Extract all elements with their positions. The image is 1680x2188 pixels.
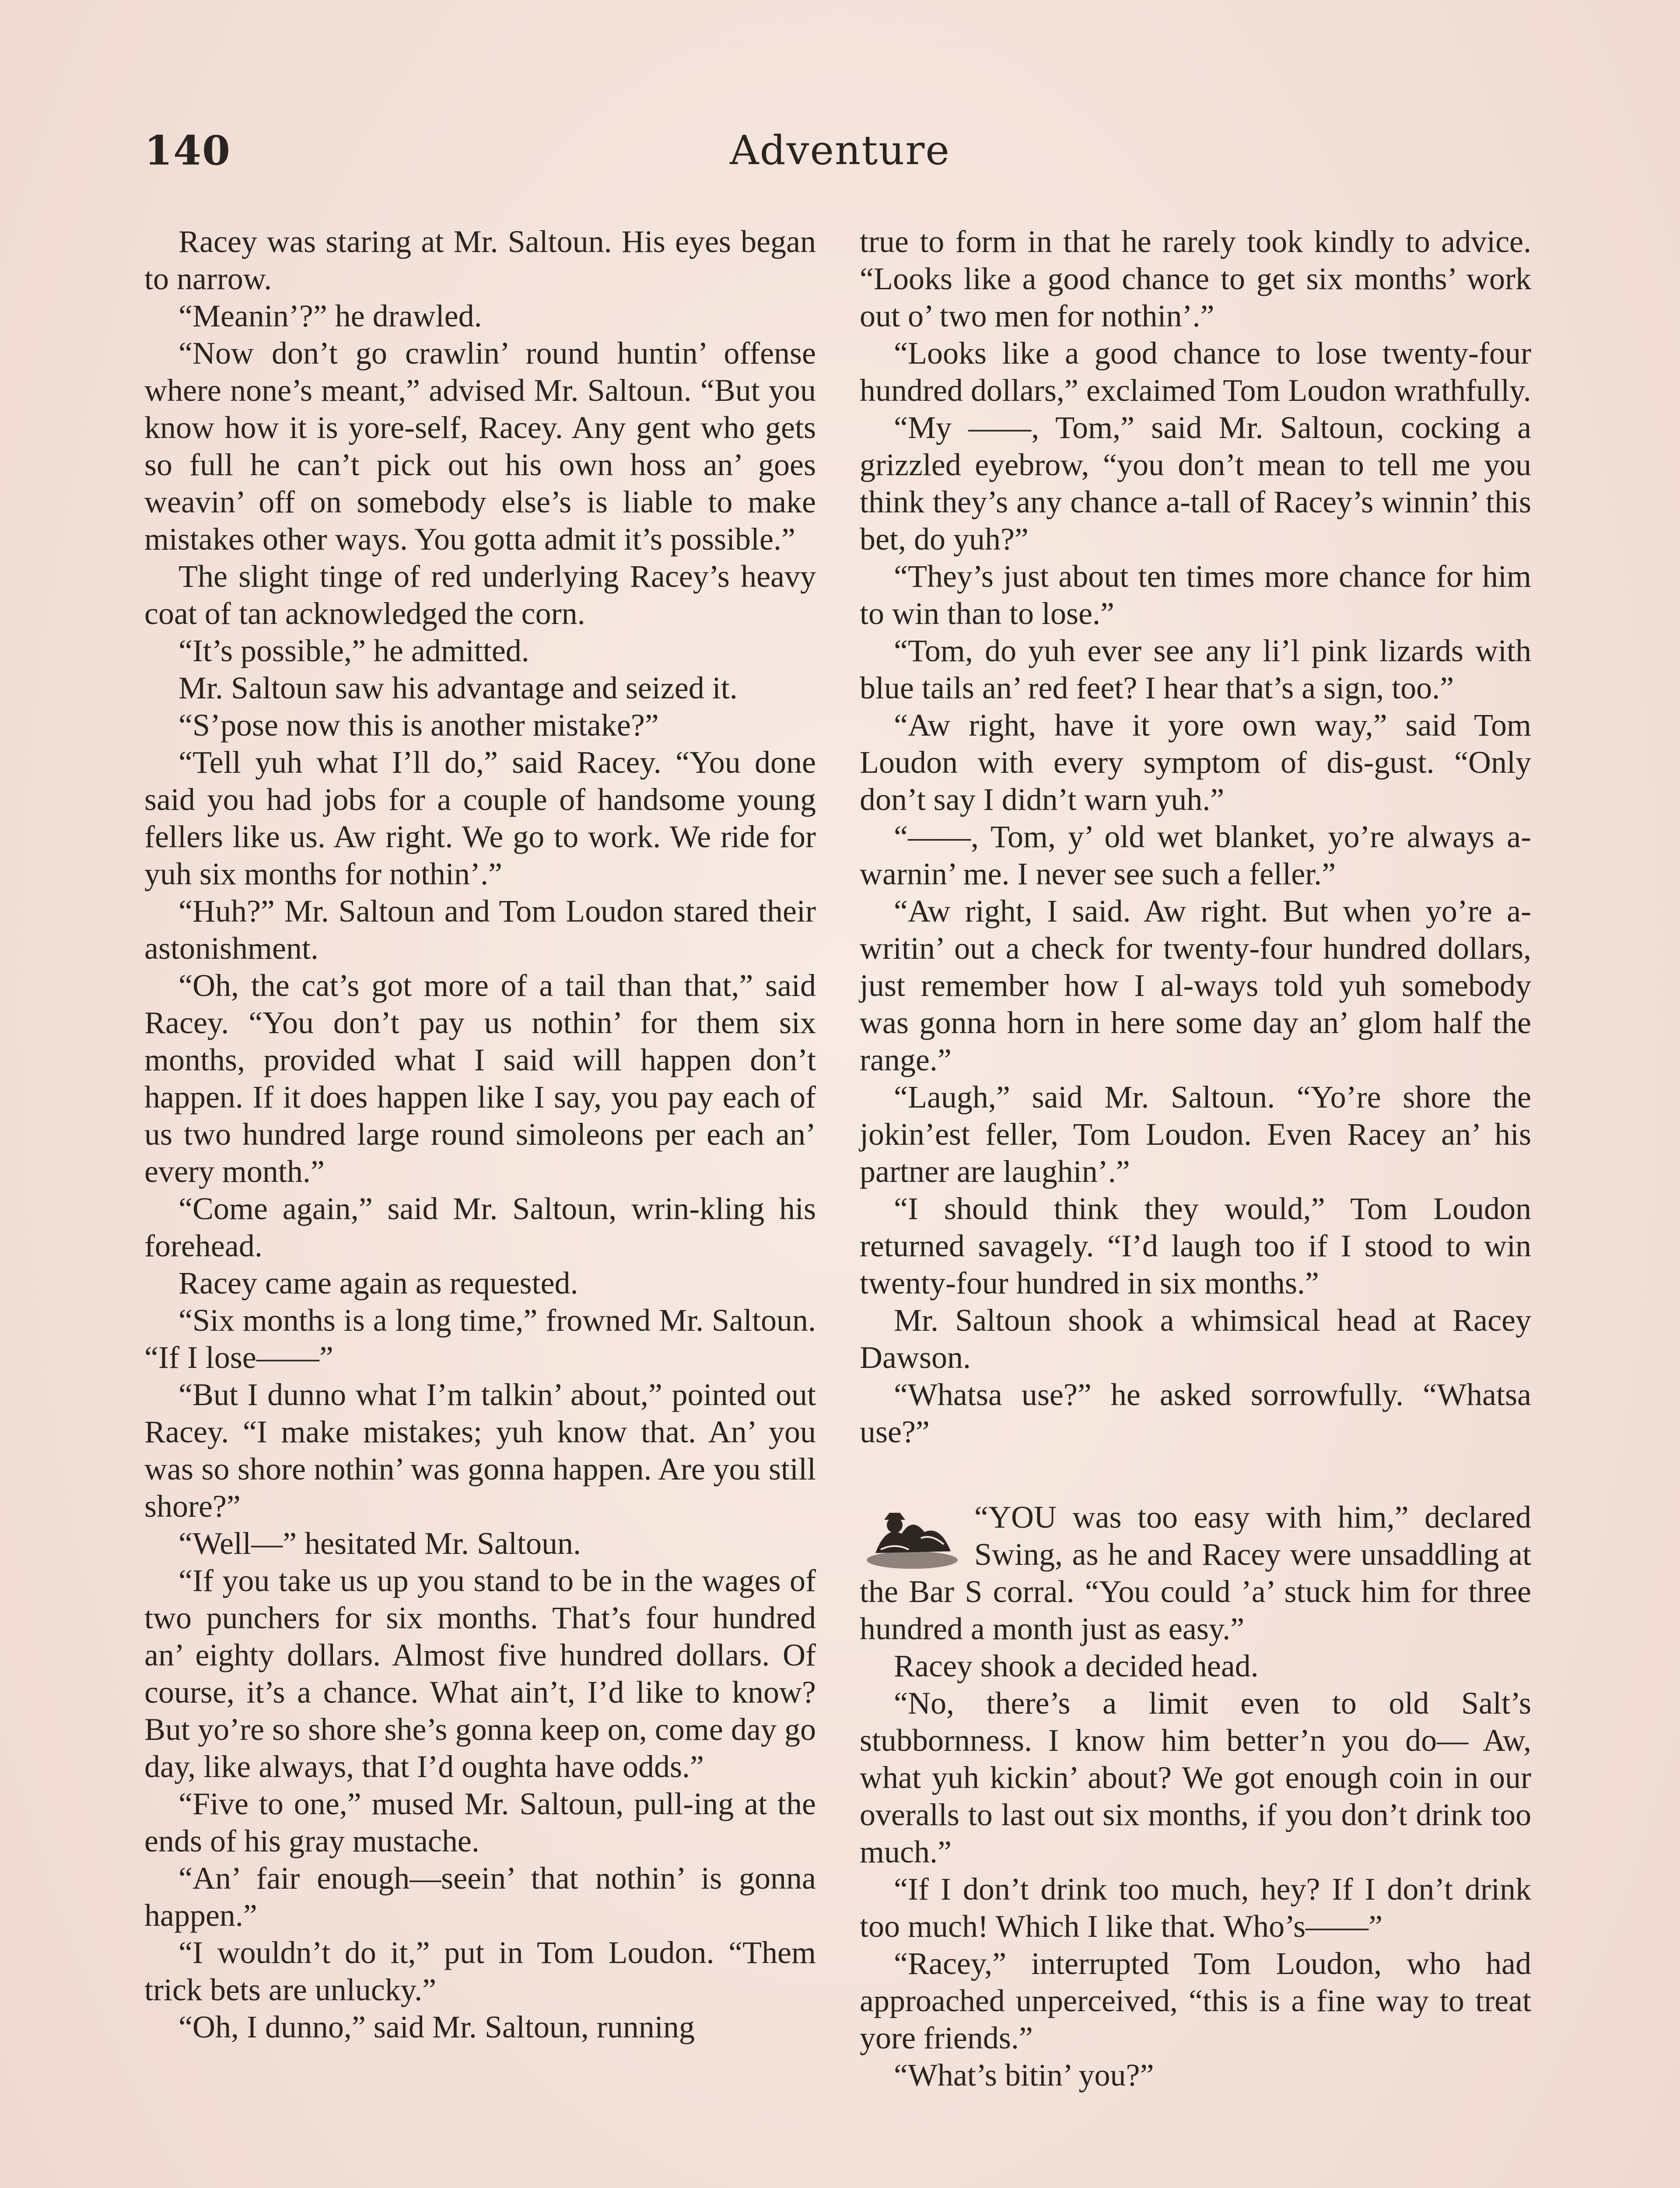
left-column-paragraph <box>144 1785 816 1860</box>
left-column-paragraph <box>144 1190 816 1265</box>
page-number: 140 <box>144 127 231 174</box>
paragraph-text: “If I don’t drink too much, hey? If I don’t drink too much! Which I like that. Who’s——” <box>860 1872 1531 1944</box>
paragraph-text: “——, Tom, y’ old wet blanket, yo’re always a-warnin’ me. I never see such a feller.” <box>860 819 1531 891</box>
left-column-paragraph <box>144 893 816 967</box>
left-column-paragraph <box>144 670 816 707</box>
right-column-paragraph <box>860 1376 1531 1451</box>
right-column-paragraph <box>860 893 1531 1079</box>
left-column-paragraph <box>144 1934 816 2009</box>
paragraph-text: Racey came again as requested. <box>178 1266 578 1301</box>
left-column-paragraph <box>144 632 816 670</box>
paragraph-text: “It’s possible,” he admitted. <box>178 633 529 668</box>
paragraph-text: “An’ fair enough—seein’ that nothin’ is gonna happen.” <box>144 1861 816 1933</box>
text-columns <box>144 223 1536 2188</box>
paragraph-text: Mr. Saltoun shook a whimsical head at Racey Dawson. <box>860 1303 1531 1375</box>
paragraph-text: “Huh?” Mr. Saltoun and Tom Loudon stared their astonishment. <box>144 894 816 966</box>
paragraph-text: Racey shook a decided head. <box>894 1648 1259 1683</box>
paragraph-text: “No, there’s a limit even to old Salt’s stubbornness. I know him better’n you do— Aw, what yuh kickin’ about? We got enough coin in our overalls to last out six months, if you don’t drink too much.” <box>860 1686 1531 1869</box>
paragraph-text: “Oh, I dunno,” said Mr. Saltoun, running <box>178 2009 695 2044</box>
paragraph-text: “Aw right, I said. Aw right. But when yo’re a-writin’ out a check for twenty-four hundred dollars, just remember how I al-ways told yuh somebody was gonna horn in here some day an’ glom half the range.” <box>860 894 1531 1077</box>
paragraph-text: “Come again,” said Mr. Saltoun, wrin-kling his forehead. <box>144 1191 816 1263</box>
right-column-section2-paragraph <box>860 2057 1531 2094</box>
paragraph-text: Racey was staring at Mr. Saltoun. His eyes began to narrow. <box>144 224 816 296</box>
left-column-paragraph <box>144 1860 816 1934</box>
page-header <box>144 127 1536 188</box>
left-column-paragraph <box>144 1302 816 1376</box>
left-column-paragraph <box>144 707 816 744</box>
paragraph-text: “My ——, Tom,” said Mr. Saltoun, cocking a grizzled eyebrow, “you don’t mean to tell me you think they’s any chance a-tall of Racey’s winnin’ this bet, do yuh?” <box>860 410 1531 557</box>
paragraph-text: “Racey,” interrupted Tom Loudon, who had approached unperceived, “this is a fine way to treat yore friends.” <box>860 1946 1531 2055</box>
right-column-paragraph <box>860 409 1531 558</box>
paragraph-text: “I wouldn’t do it,” put in Tom Loudon. “Them trick bets are unlucky.” <box>144 1935 816 2007</box>
right-column-paragraph <box>860 1079 1531 1190</box>
paragraph-text: true to form in that he rarely took kindly to advice. “Looks like a good chance to get six months’ work out o’ two men for nothin’.” <box>860 224 1531 333</box>
paragraph-text: “Looks like a good chance to lose twenty-four hundred dollars,” exclaimed Tom Loudon wrathfully. <box>860 336 1531 408</box>
left-column-paragraph <box>144 2009 816 2046</box>
right-column-section2-paragraph <box>860 1499 1531 1648</box>
paragraph-text: “S’pose now this is another mistake?” <box>178 708 659 743</box>
left-column-paragraph <box>144 558 816 632</box>
paragraph-text: “I should think they would,” Tom Loudon returned savagely. “I’d laugh too if I stood to win twenty-four hundred in six months.” <box>860 1191 1531 1301</box>
left-column-paragraph <box>144 1376 816 1525</box>
paragraph-text: “Meanin’?” he drawled. <box>178 298 482 333</box>
right-column-section2-paragraph <box>860 1685 1531 1871</box>
right-column <box>860 223 1531 2094</box>
paragraph-text: Mr. Saltoun saw his advantage and seized it. <box>178 670 738 705</box>
left-column-paragraph <box>144 223 816 298</box>
paragraph-text: “But I dunno what I’m talkin’ about,” pointed out Racey. “I make mistakes; yuh know that. An’ you was so shore nothin’ was gonna happen. Are you still shore?” <box>144 1377 816 1524</box>
paragraph-text: “They’s just about ten times more chance for him to win than to lose.” <box>860 559 1531 631</box>
right-column-paragraph <box>860 1190 1531 1302</box>
paragraph-text: “Five to one,” mused Mr. Saltoun, pull-ing at the ends of his gray mustache. <box>144 1786 816 1858</box>
paragraph-text: The slight tinge of red underlying Racey’s heavy coat of tan acknowledged the corn. <box>144 559 816 631</box>
running-title: Adventure <box>730 127 950 174</box>
left-column-paragraph <box>144 335 816 558</box>
left-column <box>144 223 816 2046</box>
right-column-paragraph <box>860 223 1531 335</box>
right-column-paragraph <box>860 632 1531 707</box>
right-column-paragraph <box>860 1302 1531 1376</box>
paragraph-text: “Tom, do yuh ever see any li’l pink lizards with blue tails an’ red feet? I hear that’s a sign, too.” <box>860 633 1531 705</box>
section-break <box>860 1451 1531 1499</box>
left-column-paragraph <box>144 1265 816 1302</box>
paragraph-text: “Tell yuh what I’ll do,” said Racey. “You done said you had jobs for a couple of handsome young fellers like us. Aw right. We go to work. We ride for yuh six months for nothin’.” <box>144 745 816 891</box>
right-column-paragraph <box>860 558 1531 632</box>
paragraph-text: “Oh, the cat’s got more of a tail than that,” said Racey. “You don’t pay us nothin’ for them six months, provided what I said will happen don’t happen. If it does happen like I say, you pay each of us two hundred large round simoleons per each an’ every month.” <box>144 968 816 1189</box>
paragraph-text: “Six months is a long time,” frowned Mr. Saltoun. “If I lose——” <box>144 1303 816 1375</box>
paragraph-text: “If you take us up you stand to be in the wages of two punchers for six months. That’s four hundred an’ eighty dollars. Almost five hundred dollars. Of course, it’s a chance. What ain’t, I’d like to know? But yo’re so shore she’s gonna keep on, come day go day, like always, that I’d oughta have odds.” <box>144 1563 816 1784</box>
right-column-paragraph <box>860 818 1531 893</box>
paragraph-text: “Now don’t go crawlin’ round huntin’ offense where none’s meant,” advised Mr. Saltoun. “But you know how it is yore-self, Racey. Any gent who gets so full he can’t pick out his own hoss an’ goes weavin’ off on somebody else’s is liable to make mistakes other ways. You gotta admit it’s possible.” <box>144 336 816 557</box>
left-column-paragraph <box>144 298 816 335</box>
paragraph-text: “Aw right, have it yore own way,” said Tom Loudon with every symptom of dis-gust. “Only don’t say I didn’t warn yuh.” <box>860 708 1531 817</box>
left-column-paragraph <box>144 744 816 893</box>
right-column-section2-paragraph <box>860 1648 1531 1685</box>
right-column-paragraph <box>860 707 1531 818</box>
cowboy-vignette-icon <box>860 1499 965 1573</box>
right-column-section2-paragraph <box>860 1871 1531 1945</box>
left-column-paragraph <box>144 1562 816 1785</box>
left-column-paragraph <box>144 967 816 1190</box>
right-column-paragraph <box>860 335 1531 409</box>
paragraph-text: “YOU was too easy with him,” declared Swing, as he and Racey were unsaddling at the Bar S corral. “You could ’a’ stuck him for three hundred a month just as easy.” <box>860 1500 1531 1646</box>
right-column-section2-paragraph <box>860 1945 1531 2057</box>
paragraph-text: “Whatsa use?” he asked sorrowfully. “Whatsa use?” <box>860 1377 1531 1449</box>
left-column-paragraph <box>144 1525 816 1562</box>
paragraph-text: “Laugh,” said Mr. Saltoun. “Yo’re shore the jokin’est feller, Tom Loudon. Even Racey an’ his partner are laughin’.” <box>860 1080 1531 1189</box>
paragraph-text: “What’s bitin’ you?” <box>894 2058 1154 2093</box>
paragraph-text: “Well—” hesitated Mr. Saltoun. <box>178 1526 581 1561</box>
